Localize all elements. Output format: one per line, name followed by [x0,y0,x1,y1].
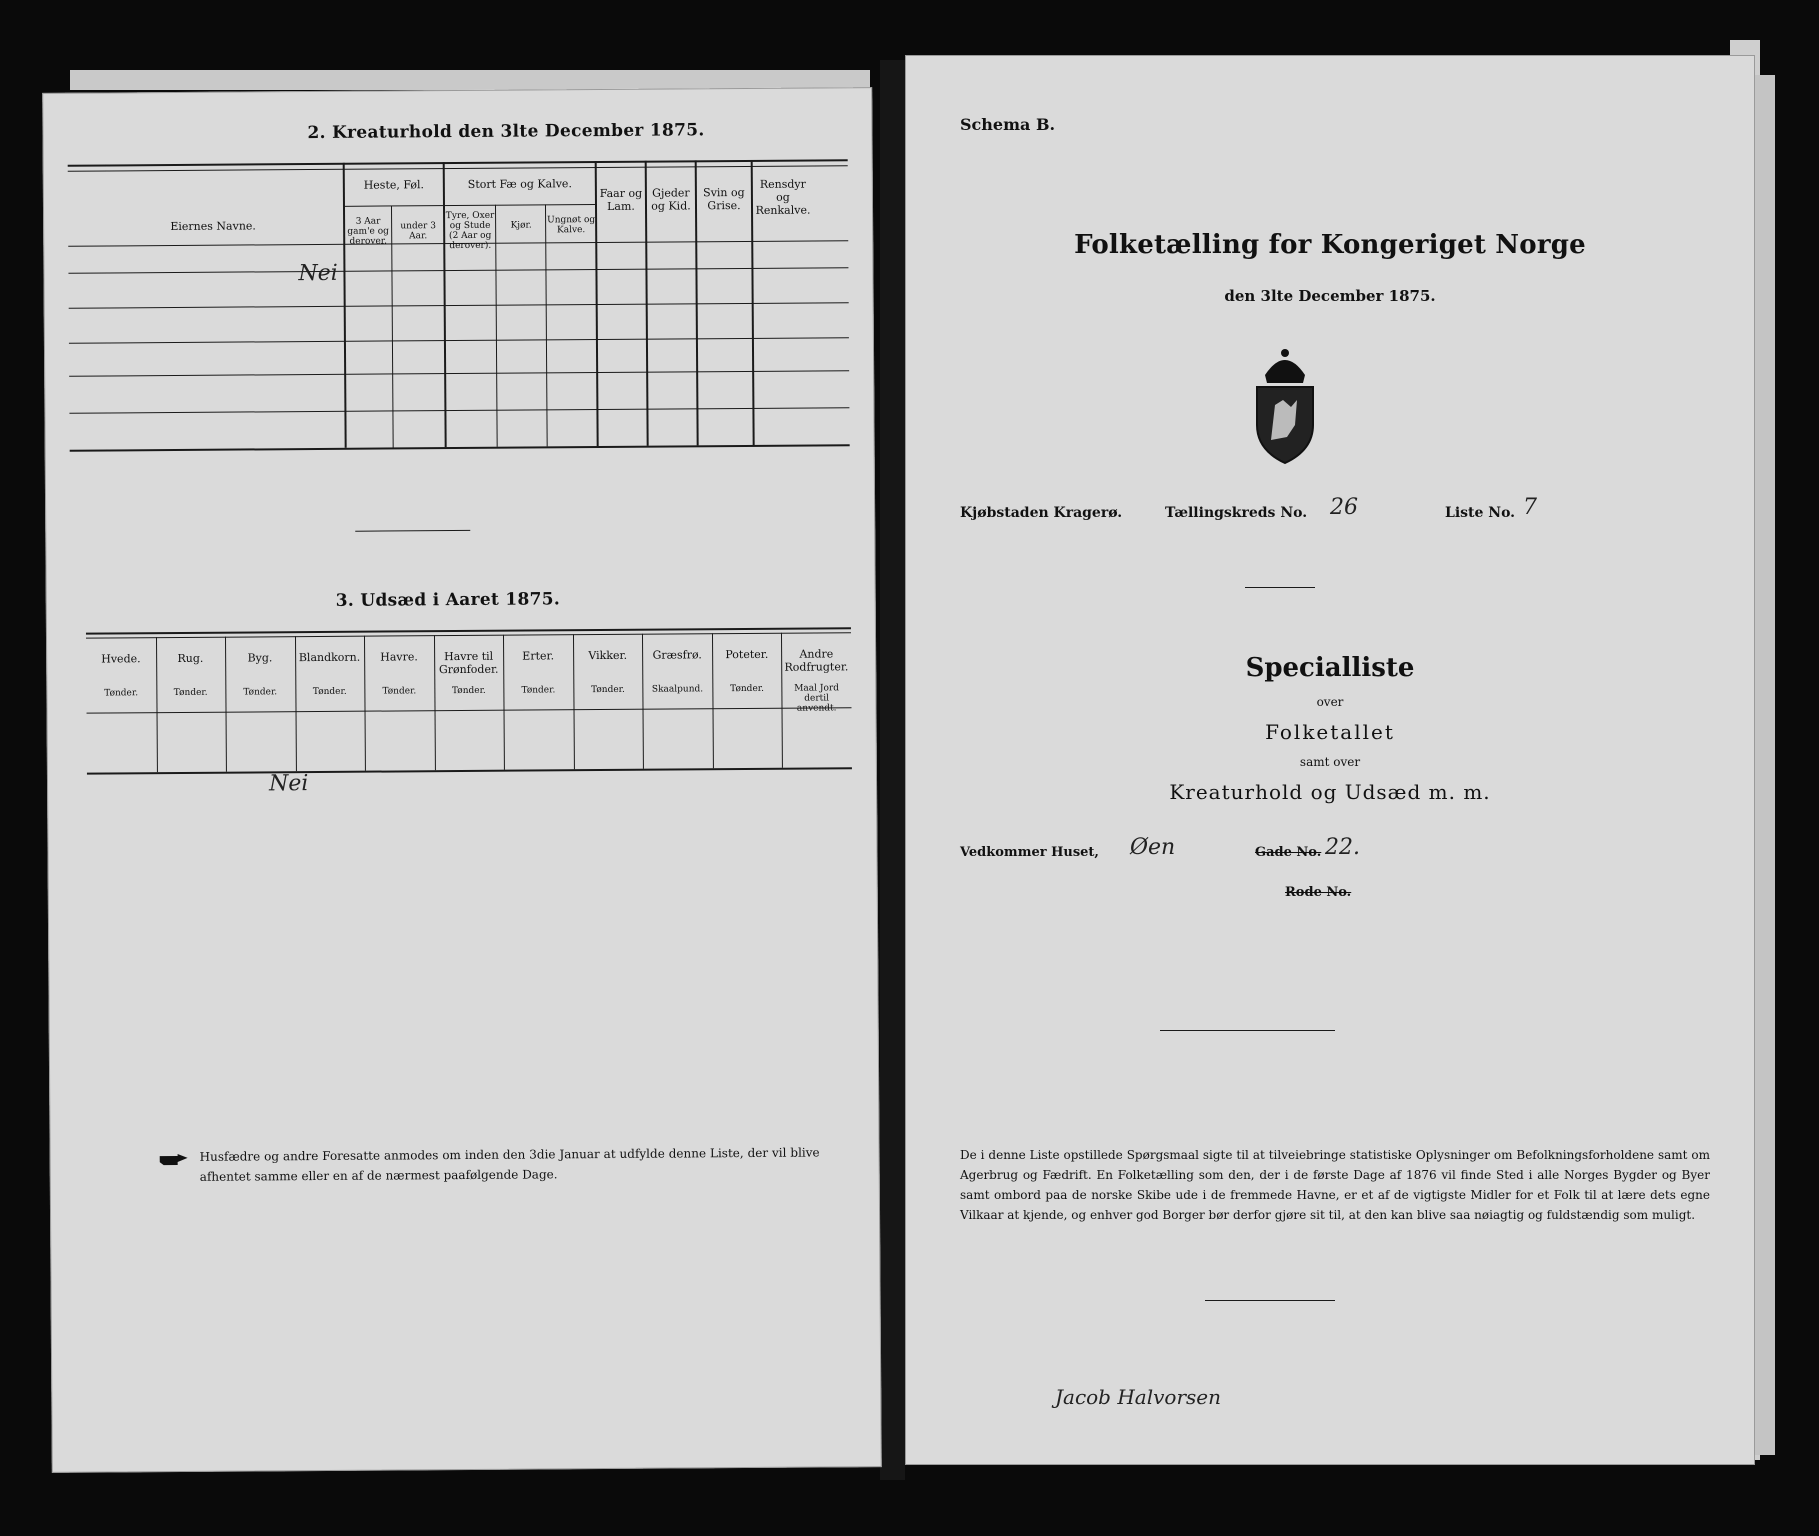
over-text: over [1316,695,1344,709]
census-date: den 3lte December 1875. [1224,287,1436,305]
folketallet-heading: Folketallet [1265,720,1395,744]
right-page [905,55,1755,1465]
sowing-col-header: Hvede. [101,652,141,666]
street-label: Gade No. [1255,845,1322,860]
samt-over-text: samt over [1299,755,1361,769]
town-label: Kjøbstaden Kragerø. [960,505,1123,521]
district-value: 26 [1330,495,1358,520]
notice-text: Husfædre og andre Foresatte anmodes om inden den 3die Januar at udfylde denne Liste, der vil blive afhentet samme eller en af de nærmest paafølgende Dage. [199,1145,820,1184]
house-label: Vedkommer Huset, [960,845,1099,860]
sowing-col-unit: Tønder. [591,684,625,696]
list-label: Liste No. [1445,505,1516,521]
horses-adult-header: 3 Aar gam'e og derover. [347,216,389,247]
sowing-col-unit: Tønder. [173,687,208,699]
sowing-col-unit: Tønder. [521,685,556,696]
livestock-entry: Nei [298,260,338,287]
sheep-header: Faar og Lam. [599,186,643,213]
rode-label: Rode No. [1285,885,1352,900]
house-value: Øen [1130,835,1176,860]
cattle-header: Stort Fæ og Kalve. [467,177,572,191]
owner-header: Eiernes Navne. [170,219,256,234]
schema-label: Schema B. [960,115,1056,134]
explanation-paragraph: De i denne Liste opstillede Spørgsmaal sigte til at tilveiebringe statistiske Oplysninger om Befolkningsforholdene samt om Agerbrug og Fædrift. En Folketælling som den, der i de første Dage af 1876 vil finde Sted i alle Norges Bygder og Byer samt ombord paa de norske Skibe ude i de fremmede Havne, er et af de vigtigste Midler for et Folk til at lære dets egne Vilkaar at kjende, og enhver god Borger bør derfor gjøre sit til, at den kan blive saa nøiagtig og fuldstændig som muligt. [960,1148,1710,1222]
reindeer-header: Rensdyr og Renkalve. [755,177,811,217]
sowing-col-header: Vikker. [588,648,628,663]
sowing-entry: Nei [268,771,309,797]
book-spine [880,60,905,1480]
section-3-title: 3. Udsæd i Aaret 1875. [335,589,561,611]
left-page [42,87,882,1473]
goats-header: Gjeder og Kid. [651,186,691,213]
sowing-col-header: Poteter. [725,647,769,662]
page-edge [1755,75,1775,1455]
sowing-col-header: Havre til Grønfoder. [438,649,499,677]
district-label: Tællingskreds No. [1165,505,1308,521]
pointing-hand-icon [160,1152,190,1166]
cattle-young-header: Ungnøt og Kalve. [547,215,596,236]
sowing-col-unit: Tønder. [104,688,139,699]
sowing-col-unit: Tønder. [312,686,347,698]
signature: Jacob Halvorsen [1055,1385,1221,1409]
section-2-title: 2. Kreaturhold den 3lte December 1875. [307,120,705,144]
subheading: Kreaturhold og Udsæd m. m. [1169,780,1491,804]
specialliste-heading: Specialliste [1245,653,1415,683]
sowing-col-unit: Tønder. [382,686,417,697]
sowing-col-header: Græsfrø. [652,648,702,662]
sowing-col-unit: Tønder. [730,683,764,695]
sowing-col-unit: Maal Jord dertil anvendt. [794,683,840,714]
sowing-col-header: Blandkorn. [298,650,361,665]
sowing-col-unit: Tønder. [451,685,486,697]
sowing-col-header: Havre. [380,650,418,664]
horses-young-header: under 3 Aar. [400,221,436,242]
cattle-cows-header: Kjør. [510,220,532,231]
sowing-col-header: Erter. [522,649,555,663]
list-value: 7 [1523,495,1537,520]
sowing-col-unit: Tønder. [243,687,278,698]
pigs-header: Svin og Grise. [703,186,745,213]
sowing-col-unit: Skaalpund. [651,684,704,695]
horses-header: Heste, Føl. [363,178,425,192]
norwegian-coat-of-arms-icon [1245,345,1325,465]
sowing-col-header: Byg. [247,651,273,665]
cattle-bulls-header: Tyre, Oxer og Stude (2 Aar og derover). [445,210,495,252]
main-title: Folketælling for Kongeriget Norge [1074,230,1586,260]
sowing-col-header: Andre Rodfrugter. [784,647,849,674]
street-value: 22. [1325,835,1360,860]
sowing-col-header: Rug. [177,651,204,665]
